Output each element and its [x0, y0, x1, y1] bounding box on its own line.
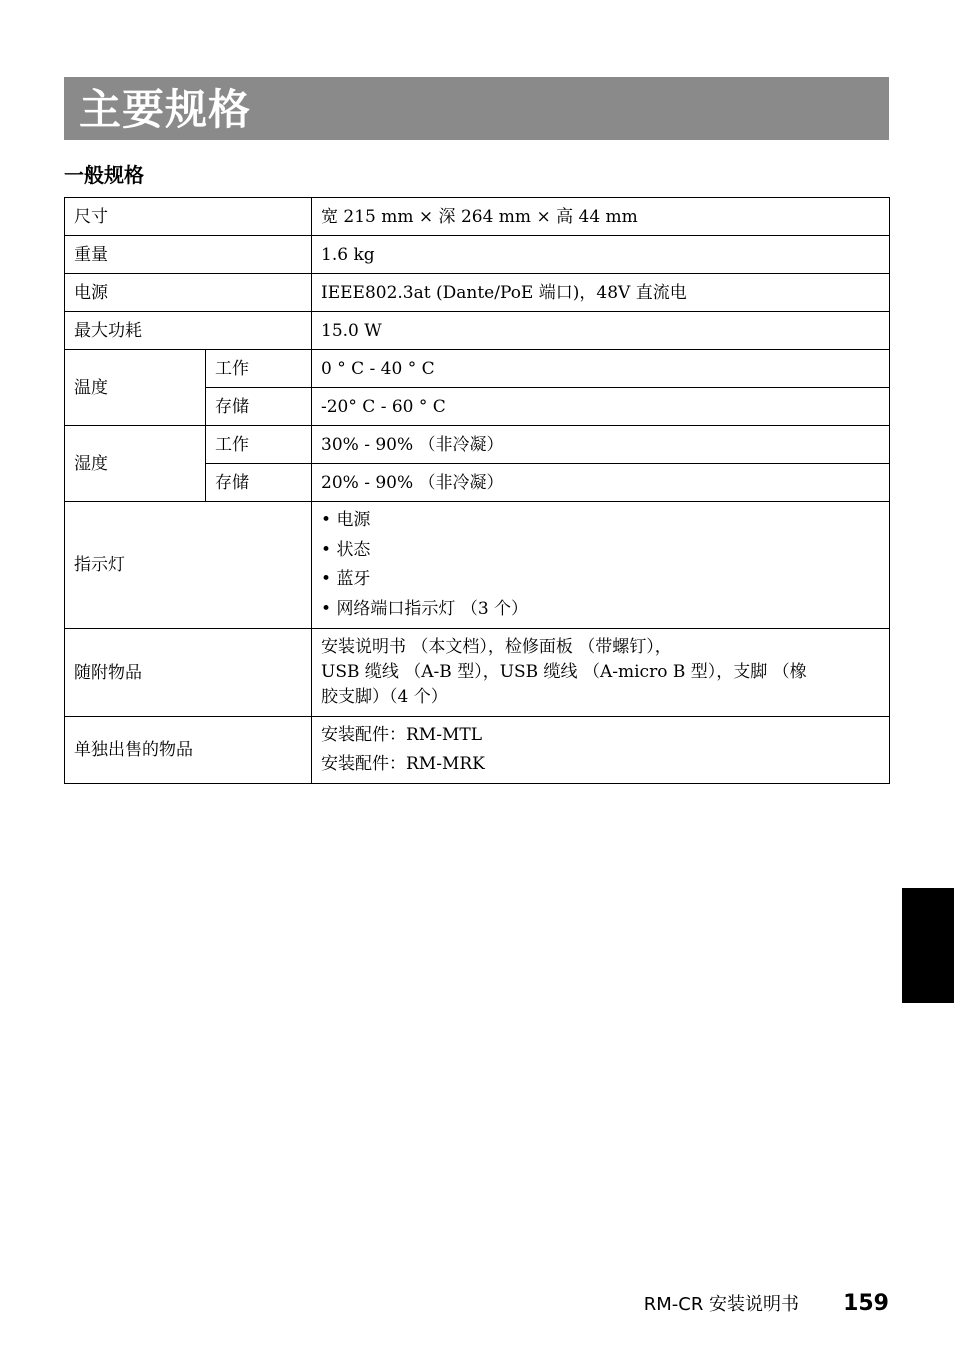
spec-label: 电源 — [65, 274, 312, 312]
table-row — [65, 426, 890, 464]
spec-sublabel: 存储 — [206, 388, 312, 426]
spec-value — [312, 502, 890, 629]
table-row — [65, 717, 890, 784]
page-title-bar — [64, 77, 889, 140]
table-row — [65, 502, 890, 629]
spec-sublabel: 工作 — [206, 426, 312, 464]
accessory-line: USB 缆线 （A-B 型），USB 缆线 （A-micro B 型），支脚 （橡 — [321, 662, 807, 682]
accessory-line: 胶支脚）（4 个） — [321, 687, 448, 707]
spec-value: 30% - 90% （非冷凝） — [312, 426, 890, 464]
indicator-list — [321, 506, 880, 624]
table-row — [65, 274, 890, 312]
sold-item-line: 安装配件：RM-MRK — [321, 754, 485, 774]
chapter-side-tab — [902, 888, 954, 1003]
sold-item-line: 安装配件：RM-MTL — [321, 725, 482, 745]
list-item: • 状态 — [321, 536, 880, 566]
list-item: • 网络端口指示灯 （3 个） — [321, 595, 880, 625]
table-row — [65, 198, 890, 236]
table-row — [65, 312, 890, 350]
table-row — [65, 236, 890, 274]
page-number: 159 — [843, 1291, 889, 1316]
spec-label: 温度 — [65, 350, 206, 426]
spec-label: 最大功耗 — [65, 312, 312, 350]
spec-value: 20% - 90% （非冷凝） — [312, 464, 890, 502]
spec-value: IEEE802.3at (Dante/PoE 端口)，48V 直流电 — [312, 274, 890, 312]
spec-label: 随附物品 — [65, 629, 312, 717]
spec-sublabel: 工作 — [206, 350, 312, 388]
page-footer — [644, 1290, 889, 1316]
footer-document-title: RM-CR 安装说明书 — [643, 1294, 800, 1315]
table-row — [65, 629, 890, 717]
section-heading: 一般规格 — [64, 163, 144, 187]
spec-label: 单独出售的物品 — [65, 717, 312, 784]
spec-value — [312, 717, 890, 784]
spec-value: 宽 215 mm × 深 264 mm × 高 44 mm — [312, 198, 890, 236]
accessory-line: 安装说明书 （本文档），检修面板 （带螺钉）， — [321, 637, 672, 657]
spec-label: 重量 — [65, 236, 312, 274]
spec-table — [64, 197, 890, 784]
spec-value: -20° C - 60 ° C — [312, 388, 890, 426]
spec-label: 湿度 — [65, 426, 206, 502]
spec-label: 指示灯 — [65, 502, 312, 629]
list-item: • 电源 — [321, 506, 880, 536]
table-row — [65, 350, 890, 388]
spec-value: 1.6 kg — [312, 236, 890, 274]
spec-label: 尺寸 — [65, 198, 312, 236]
spec-sublabel: 存储 — [206, 464, 312, 502]
page-title: 主要规格 — [79, 85, 252, 134]
spec-value: 0 ° C - 40 ° C — [312, 350, 890, 388]
list-item: • 蓝牙 — [321, 565, 880, 595]
spec-value — [312, 629, 890, 717]
spec-value: 15.0 W — [312, 312, 890, 350]
